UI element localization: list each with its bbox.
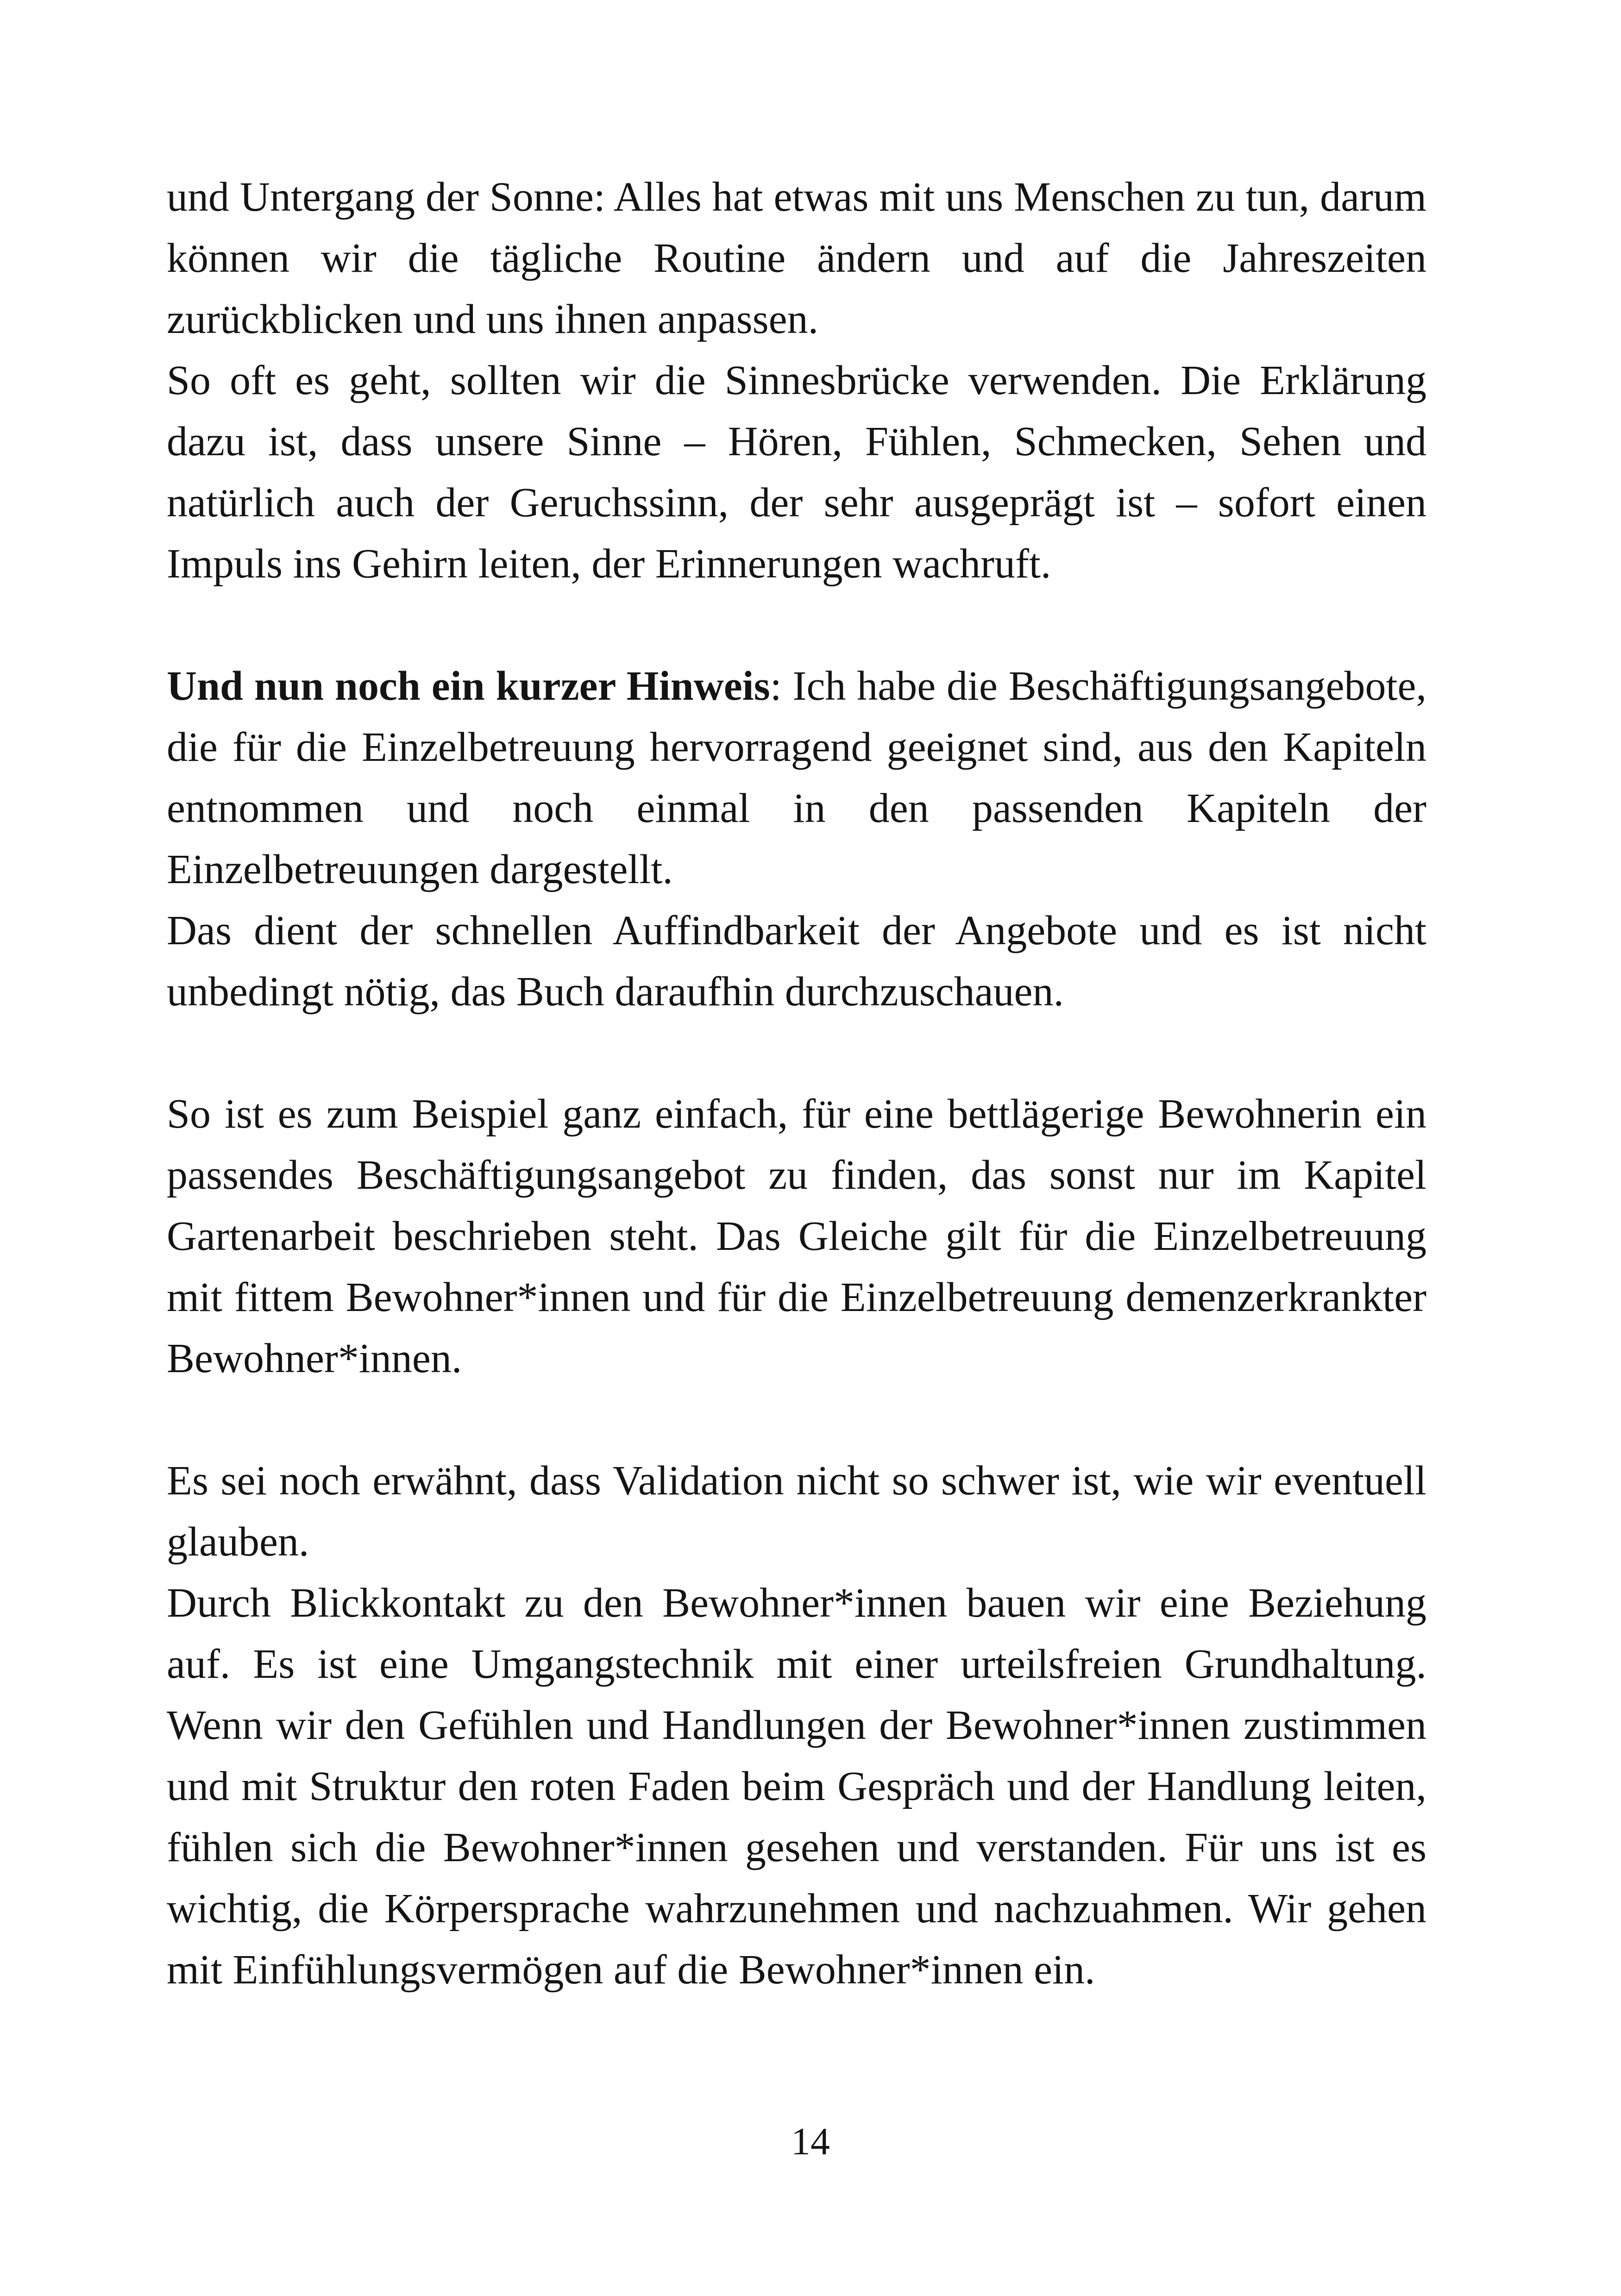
paragraph-findability: Das dient der schnellen Auffindbarkeit der Angebote und es ist nicht unbedingt nötig, das Buch daraufhin durchzuschauen. [167,908,1426,1015]
note-label: Und nun noch ein kurzer Hinweis [167,663,770,709]
paragraph-validation-detail: Durch Blickkontakt zu den Bewohner*innen bauen wir eine Beziehung auf. Es ist eine Umgangstechnik mit einer urteilsfreien Grundhaltung. Wenn wir den Gefühlen und Handlungen der Bewohner*innen zustimmen und mit Struktur den roten Faden beim Gespräch und der Handlung leiten, fühlen sich die Bewohner*innen gesehen und verstanden. Für uns ist es wichtig, die Körpersprache wahrzunehmen und nachzuahmen. Wir gehen mit Einfühlungsvermögen auf die Bewohner*innen ein. [167,1580,1426,1993]
paragraph-example: So ist es zum Beispiel ganz einfach, für eine bettlägerige Bewohnerin ein passendes Beschäftigungsangebot zu finden, das sonst nur im Kapitel Gartenarbeit beschrieben steht. Das Gleiche gilt für die Einzelbetreuung mit fittem Bewohner*innen und für die Einzelbetreuung demenzerkrankter Bewohner*innen. [167,1091,1426,1381]
paragraph-sensory-bridge: So oft es geht, sollten wir die Sinnesbrücke verwenden. Die Erklärung dazu ist, dass unsere Sinne – Hören, Fühlen, Schmecken, Sehen und natürlich auch der Geruchssinn, der sehr ausgeprägt ist – sofort einen Impuls ins Gehirn leiten, der Erinnerungen wachruft. [167,358,1426,587]
paragraph-note [167,656,1426,900]
paragraph-validation-intro: Es sei noch erwähnt, dass Validation nicht so schwer ist, wie wir eventuell glauben. [167,1458,1426,1565]
page-number: 14 [791,2120,830,2163]
note-text: : Ich habe die Beschäftigungsangebote, die für die Einzelbetreuung hervorragend geeignet sind, aus den Kapiteln entnommen und noch einmal in den passenden Kapiteln der Einzelbetreuungen dargestellt. [167,663,1426,892]
paragraph-seasons: und Untergang der Sonne: Alles hat etwas mit uns Menschen zu tun, darum können wir die tägliche Routine ändern und auf die Jahreszeiten zurückblicken und uns ihnen anpassen. [167,174,1426,342]
page-body [167,167,1426,2001]
